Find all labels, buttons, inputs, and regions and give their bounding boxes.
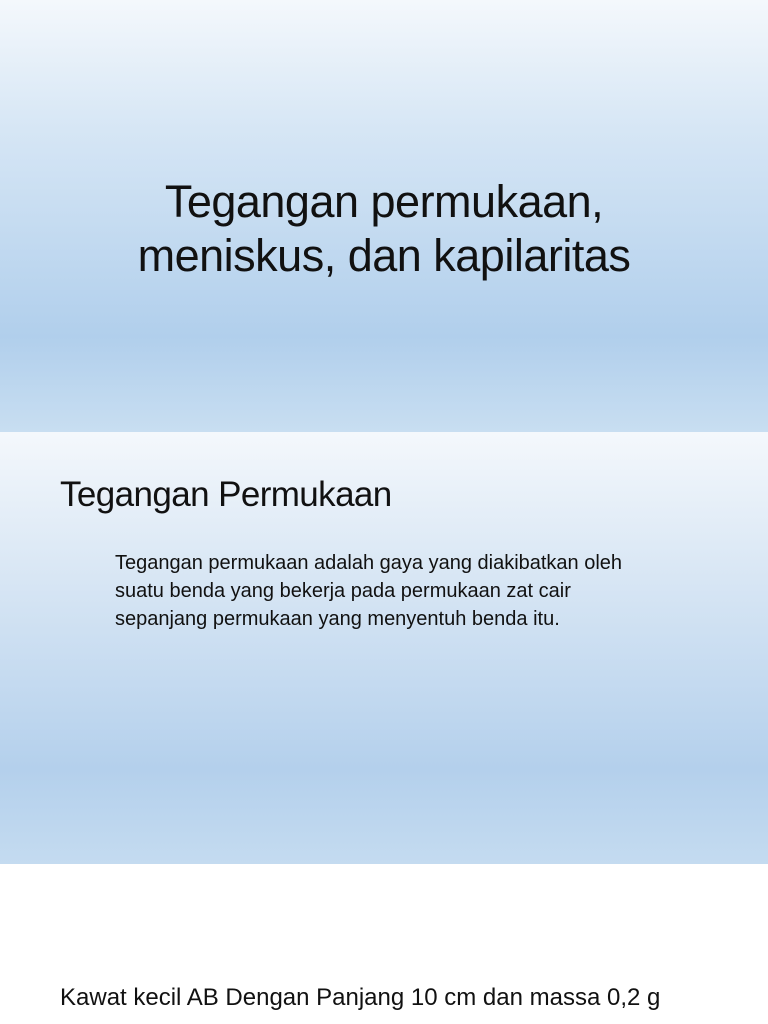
content-slide bbox=[0, 432, 768, 864]
slide-heading: Tegangan Permukaan bbox=[60, 475, 392, 514]
slide-title-line-1: Tegangan permukaan, bbox=[164, 176, 604, 227]
slide-title bbox=[40, 175, 728, 283]
slide-title-line-2: meniskus, dan kapilaritas bbox=[137, 230, 631, 281]
title-slide bbox=[0, 0, 768, 432]
problem-text: Kawat kecil AB Dengan Panjang 10 cm dan massa 0,2 g bbox=[60, 984, 661, 1011]
slide-body-text: Tegangan permukaan adalah gaya yang diakibatkan oleh suatu benda yang bekerja pada permukaan zat cair sepanjang permukaan yang menyentuh benda itu. bbox=[115, 552, 623, 630]
problem-slide bbox=[0, 864, 768, 1024]
